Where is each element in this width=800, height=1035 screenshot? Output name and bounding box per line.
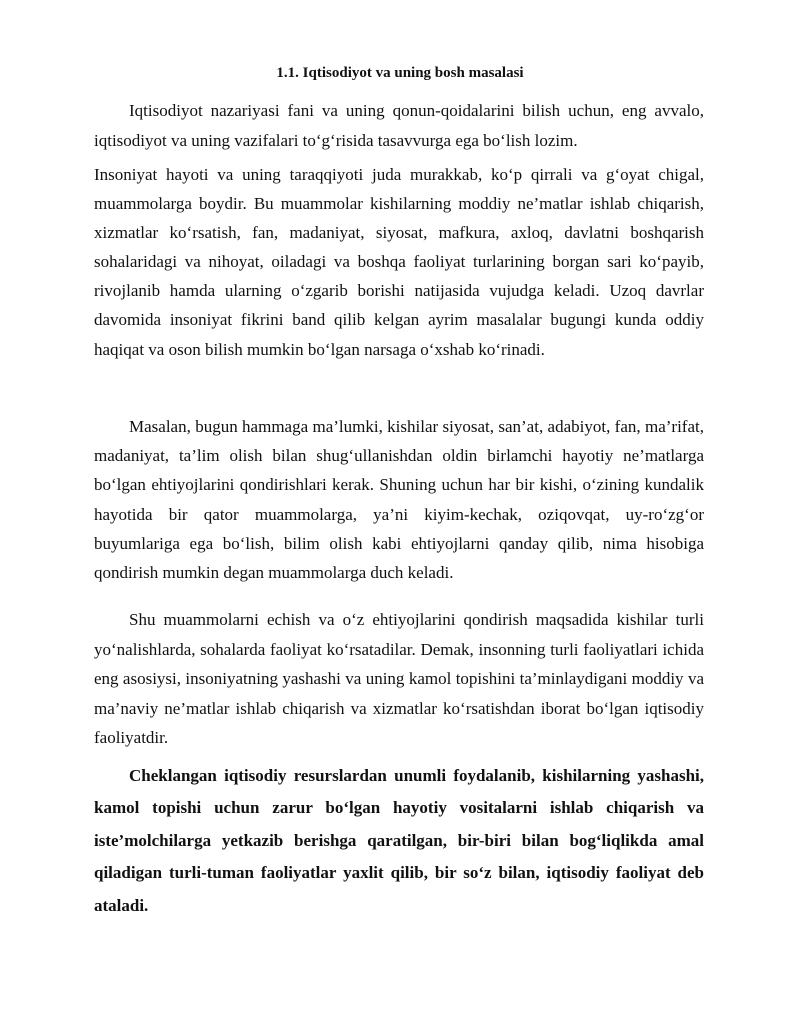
paragraph-humanity-text: Insoniyat hayoti va uning taraqqiyoti juda murakkab, ko‘p qirrali va g‘oyat chigal, muammolarga boydir. Bu muammolar kishilarning moddiy ne’matlar ishlab chiqarish, xizmatlar ko‘rsatish, fan, madaniyat, siyosat, mafkura, axloq, davlatni boshqarish sohalaridagi va nihoyat, oiladagi va boshqa faoliyat turlarining borgan sari ko‘payib, rivojlanib hamda ularning o‘zgarib borishi natijasida vujudga keladi. Uzoq davrlar davomida insoniyat fikrini band qilib kelgan ayrim masalalar bugungi kunda oddiy haqiqat va oson bilish mumkin bo‘lgan narsaga o‘xshab ko‘rinadi. [94, 165, 704, 359]
section-title: 1.1. Iqtisodiyot va uning bosh masalasi [276, 65, 524, 81]
paragraph-activity [94, 605, 704, 753]
paragraph-example-text: Masalan, bugun hammaga ma’lumki, kishilar siyosat, san’at, adabiyot, fan, ma’rifat, madaniyat, ta’lim olish bilan shug‘ullanishdan oldin birlamchi hayotiy ne’matlarga bo‘lgan ehtiyojlarini qondirishlari kerak. Shuning uchun har bir kishi, o‘zining kundalik hayotida bir qator muammolarga, ya’ni kiyim-kechak, oziqovqat, uy-ro‘zg‘or buyumlariga ega bo‘lish, bilim olish kabi ehtiyojlarni qanday qilib, nima hisobiga qondirish mumkin degan muammolarga duch keladi. [94, 417, 704, 583]
paragraph-intro-text: Iqtisodiyot nazariyasi fani va uning qonun-qoidalarini bilish uchun, eng avvalo, iqtisodiyot va uning vazifalari to‘g‘risida tasavvurga ega bo‘lish lozim. [94, 101, 704, 150]
paragraph-humanity [94, 160, 704, 364]
paragraph-example [94, 412, 704, 587]
paragraph-definition-text: Cheklangan iqtisodiy resurslardan unumli foydalanib, kishilarning yashashi, kamol topishi uchun zarur bo‘lgan hayotiy vositalarni ishlab chiqarish va iste’molchilarga yetkazib berishga qaratilgan, bir-biri bilan bog‘liqlikda amal qiladigan turli-tuman faoliyatlar yaxlit qilib, bir so‘z bilan, iqtisodiy faoliyat deb ataladi. [94, 766, 704, 915]
paragraph-intro [94, 96, 704, 155]
paragraph-definition [94, 760, 704, 922]
paragraph-activity-text: Shu muammolarni echish va o‘z ehtiyojlarini qondirish maqsadida kishilar turli yo‘nalishlarda, sohalarda faoliyat ko‘rsatadilar. Demak, insonning turli faoliyatlari ichida eng asosiysi, insoniyatning yashashi va uning kamol topishini ta’minlaydigani moddiy va ma’naviy ne’matlar ishlab chiqarish va xizmatlar ko‘rsatishdan iborat bo‘lgan iqtisodiy faoliyatdir. [94, 610, 704, 748]
